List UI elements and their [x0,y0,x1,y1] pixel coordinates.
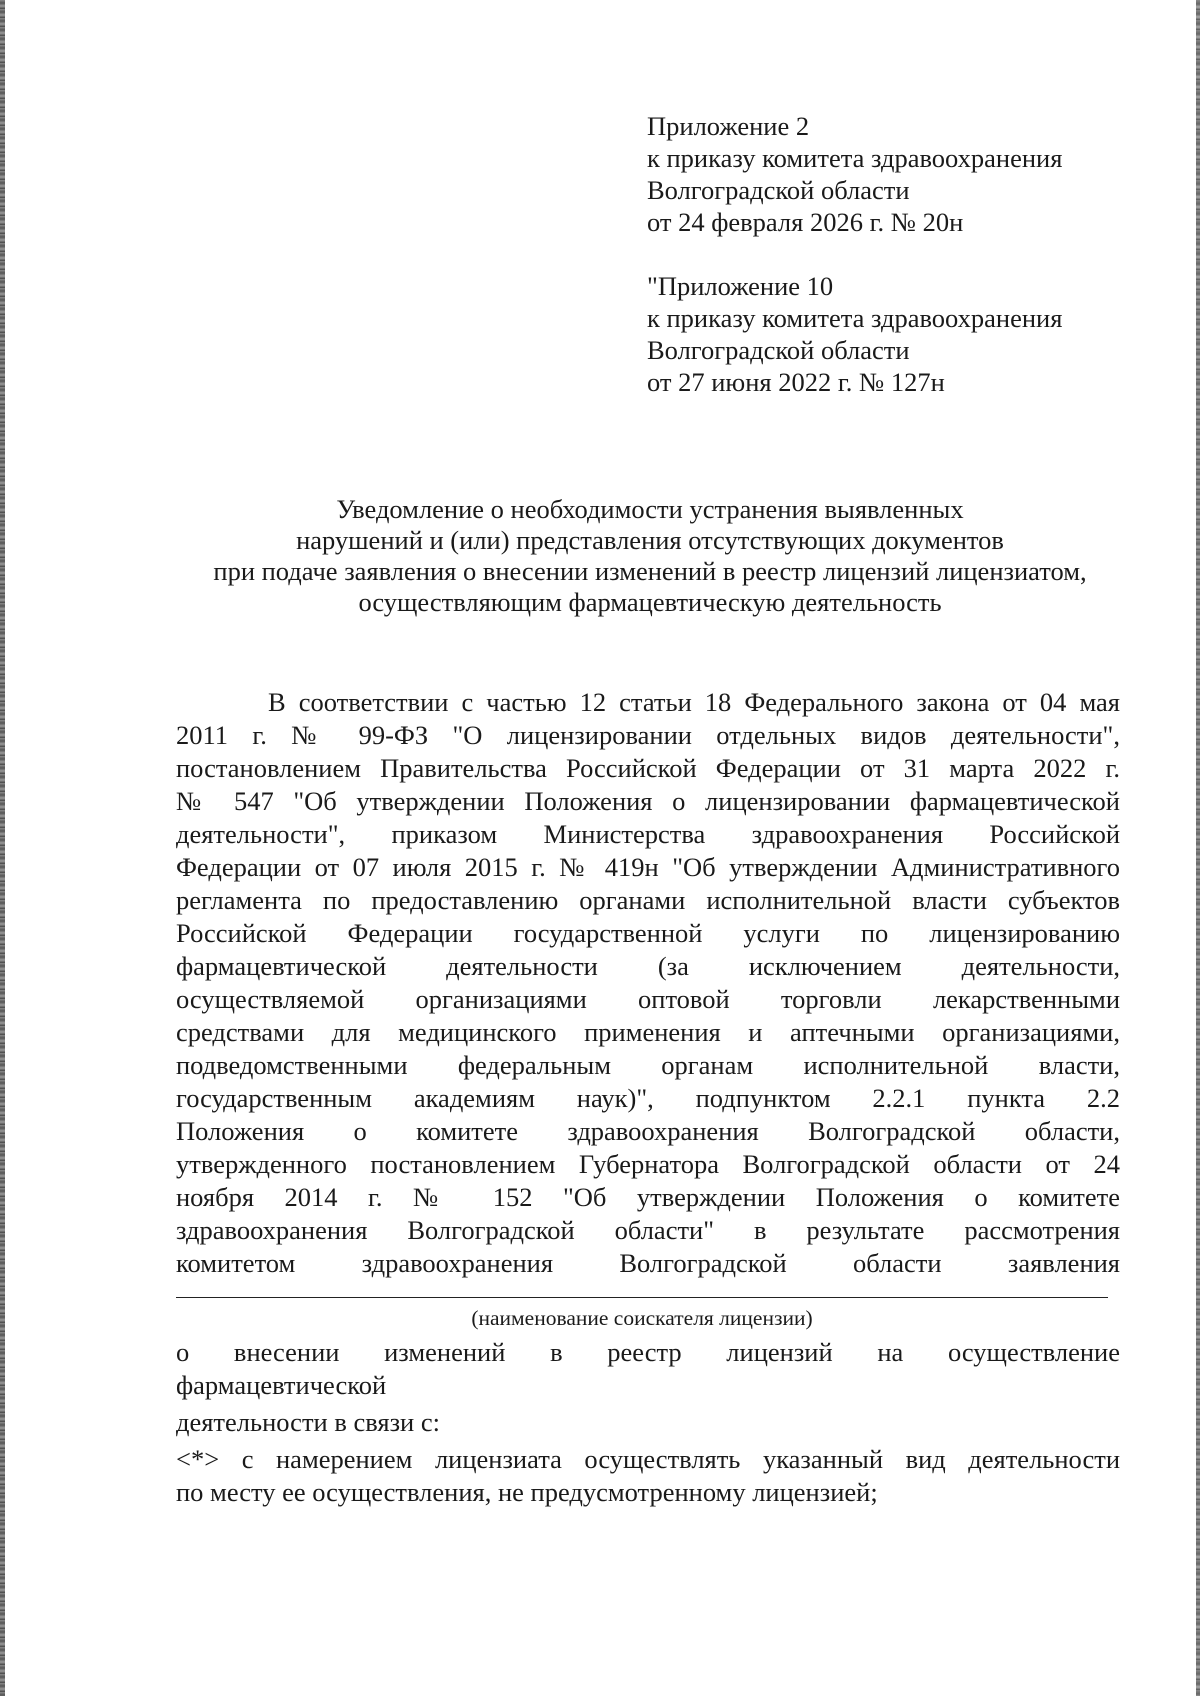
quoted-appendix-line: к приказу комитета здравоохранения [647,303,1063,333]
closing-line: по месту ее осуществления, не предусмотренному лицензией; [176,1477,878,1507]
scan-edge-left [0,0,5,1696]
body-line: утвержденного постановлением Губернатора Волгоградской области от 24 [176,1149,1120,1179]
document-title [176,494,1124,618]
quoted-appendix-line: Волгоградской области [647,335,910,365]
closing-line: деятельности в связи с: [176,1407,440,1437]
body-line: Положения о комитете здравоохранения Волгоградской области, [176,1116,1120,1146]
title-line: осуществляющим фармацевтическую деятельность [358,587,942,617]
body-line: государственным академиям наук)", подпунктом 2.2.1 пункта 2.2 [176,1083,1120,1113]
closing-line: о внесении изменений в реестр лицензий на осуществление [176,1337,1120,1367]
body-paragraph [176,686,1120,1280]
body-line: Федерации от 07 июля 2015 г. № 419н "Об утверждении Административного [176,852,1120,882]
appendix-line: от 24 февраля 2026 г. № 20н [647,207,964,237]
scan-edge-right [1196,0,1200,1696]
body-line: здравоохранения Волгоградской области" в результате рассмотрения [176,1215,1120,1245]
title-line: при подаче заявления о внесении изменений в реестр лицензий лицензиатом, [213,556,1087,586]
body-line: комитетом здравоохранения Волгоградской области заявления [176,1248,1120,1278]
body-line: осуществляемой организациями оптовой торговли лекарственными [176,984,1120,1014]
body-line: средствами для медицинского применения и аптечными организациями, [176,1017,1120,1047]
quoted-appendix-line: от 27 июня 2022 г. № 127н [647,367,945,397]
body-line: ноября 2014 г. № 152 "Об утверждении Положения о комитете [176,1182,1120,1212]
closing-line: фармацевтической [176,1370,387,1400]
body-line: подведомственными федеральным органам исполнительной власти, [176,1050,1120,1080]
appendix-line: Волгоградской области [647,175,910,205]
title-line: нарушений и (или) представления отсутствующих документов [296,525,1004,555]
quoted-appendix-line: "Приложение 10 [647,271,834,301]
closing-line: <*> с намерением лицензиата осуществлять указанный вид деятельности [176,1444,1120,1474]
closing-text [176,1336,1120,1509]
appendix-line: к приказу комитета здравоохранения [647,143,1063,173]
appendix-header [647,110,1107,398]
title-line: Уведомление о необходимости устранения выявленных [336,494,964,524]
appendix-line: Приложение 2 [647,111,810,141]
blank-caption: (наименование соискателя лицензии) [471,1306,813,1330]
body-line: В соответствии с частью 12 статьи 18 Федерального закона от 04 мая [268,687,1120,717]
body-line: деятельности", приказом Министерства здравоохранения Российской [176,819,1120,849]
blank-fill-line [176,1297,1108,1298]
body-line: Российской Федерации государственной услуги по лицензированию [176,918,1120,948]
body-line: постановлением Правительства Российской Федерации от 31 марта 2022 г. [176,753,1120,783]
body-line: фармацевтической деятельности (за исключением деятельности, [176,951,1120,981]
body-line: регламента по предоставлению органами исполнительной власти субъектов [176,885,1120,915]
body-line: 2011 г. № 99-ФЗ "О лицензировании отдельных видов деятельности", [176,720,1120,750]
body-line: № 547 "Об утверждении Положения о лицензировании фармацевтической [176,786,1120,816]
